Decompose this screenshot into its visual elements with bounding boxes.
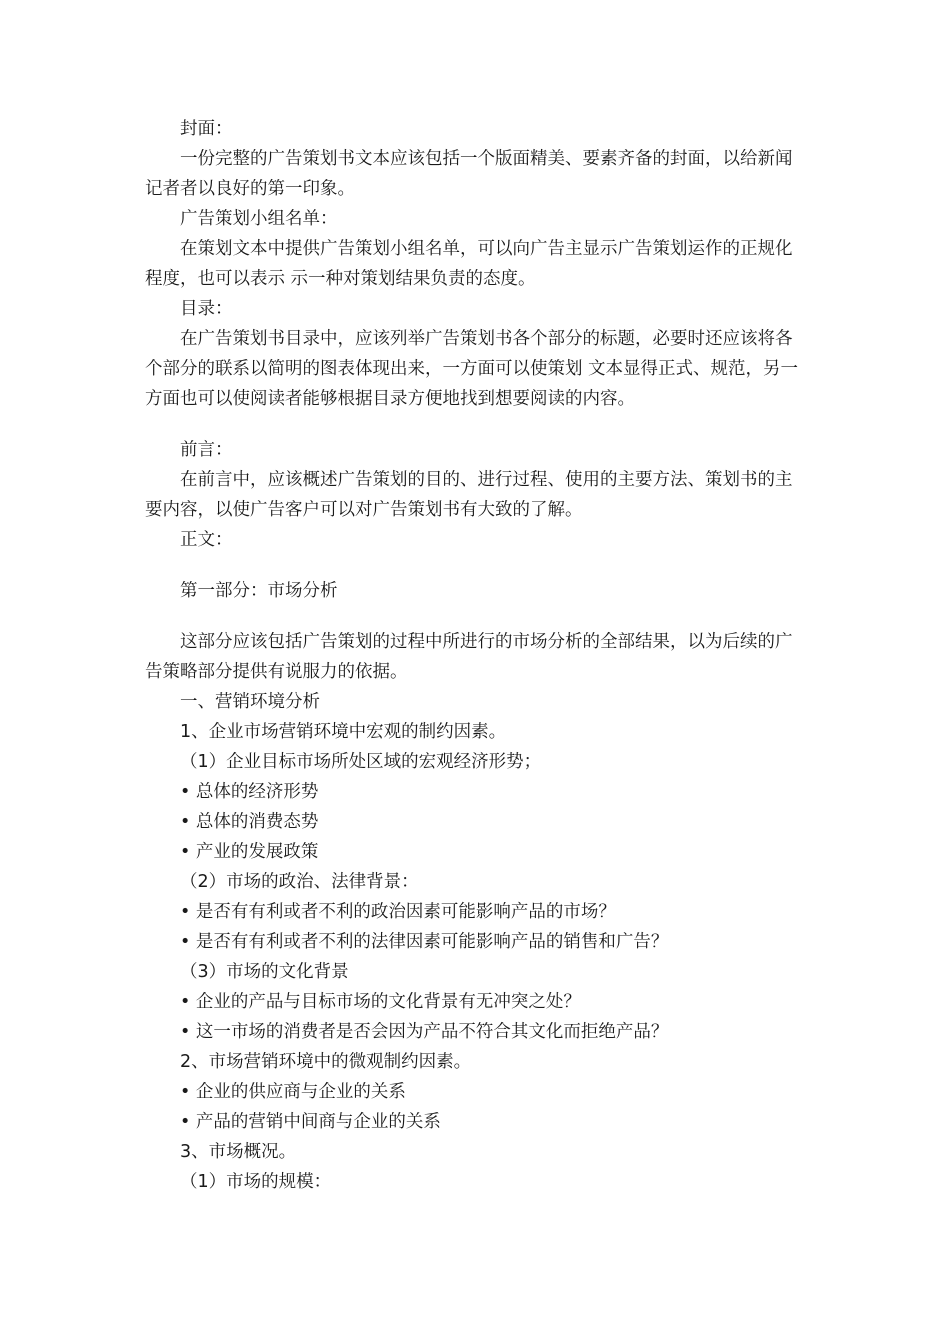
section-heading: 一、营销环境分析 <box>180 692 320 712</box>
heading-body: 正文： <box>180 530 233 550</box>
list-item: （2）市场的政治、法律背景： <box>180 872 419 892</box>
list-item: （3）市场的文化背景 <box>180 962 349 982</box>
paragraph-cover: 一份完整的广告策划书文本应该包括一个版面精美、要素齐备的封面，以给新闻记者者以良好的第一印象。 <box>145 149 793 199</box>
bullet-item: • 总体的经济形势 <box>180 782 319 802</box>
list-item: （1）市场的规模： <box>180 1172 332 1192</box>
spacer <box>145 606 805 627</box>
subsection-heading: 1、企业市场营销环境中宏观的制约因素。 <box>180 722 507 742</box>
bullet-item: • 这一市场的消费者是否会因为产品不符合其文化而拒绝产品？ <box>180 1022 669 1042</box>
bullet-item: • 是否有有利或者不利的政治因素可能影响产品的市场？ <box>180 902 616 922</box>
heading-preface: 前言： <box>180 440 233 460</box>
heading-contents: 目录： <box>180 299 233 319</box>
subsection-heading: 2、市场营销环境中的微观制约因素。 <box>180 1052 472 1072</box>
bullet-item: • 企业的产品与目标市场的文化背景有无冲突之处？ <box>180 992 581 1012</box>
paragraph-team-list: 在策划文本中提供广告策划小组名单，可以向广告主显示广告策划运作的正规化程度，也可以表示 示一种对策划结果负责的态度。 <box>145 239 793 289</box>
bullet-item: • 产业的发展政策 <box>180 842 319 862</box>
heading-team-list: 广告策划小组名单： <box>180 209 338 229</box>
heading-cover: 封面： <box>180 119 233 139</box>
list-item: （1）企业目标市场所处区域的宏观经济形势； <box>180 752 542 772</box>
subsection-heading: 3、市场概况。 <box>180 1142 297 1162</box>
bullet-item: • 企业的供应商与企业的关系 <box>180 1082 406 1102</box>
paragraph-part-one: 这部分应该包括广告策划的过程中所进行的市场分析的全部结果，以为后续的广告策略部分提供有说服力的依据。 <box>145 632 793 682</box>
spacer <box>145 414 805 435</box>
bullet-item: • 产品的营销中间商与企业的关系 <box>180 1112 441 1132</box>
paragraph-preface: 在前言中，应该概述广告策划的目的、进行过程、使用的主要方法、策划书的主要内容，以使广告客户可以对广告策划书有大致的了解。 <box>145 470 793 520</box>
paragraph-contents: 在广告策划书目录中，应该列举广告策划书各个部分的标题，必要时还应该将各个部分的联系以简明的图表体现出来，一方面可以使策划 文本显得正式、规范，另一方面也可以使阅读者能够根据目录方便地找到想要阅读的内容。 <box>145 329 799 409</box>
bullet-item: • 是否有有利或者不利的法律因素可能影响产品的销售和广告？ <box>180 932 669 952</box>
heading-part-one: 第一部分：市场分析 <box>180 581 338 601</box>
bullet-item: • 总体的消费态势 <box>180 812 319 832</box>
spacer <box>145 555 805 576</box>
document-body <box>145 114 805 1197</box>
